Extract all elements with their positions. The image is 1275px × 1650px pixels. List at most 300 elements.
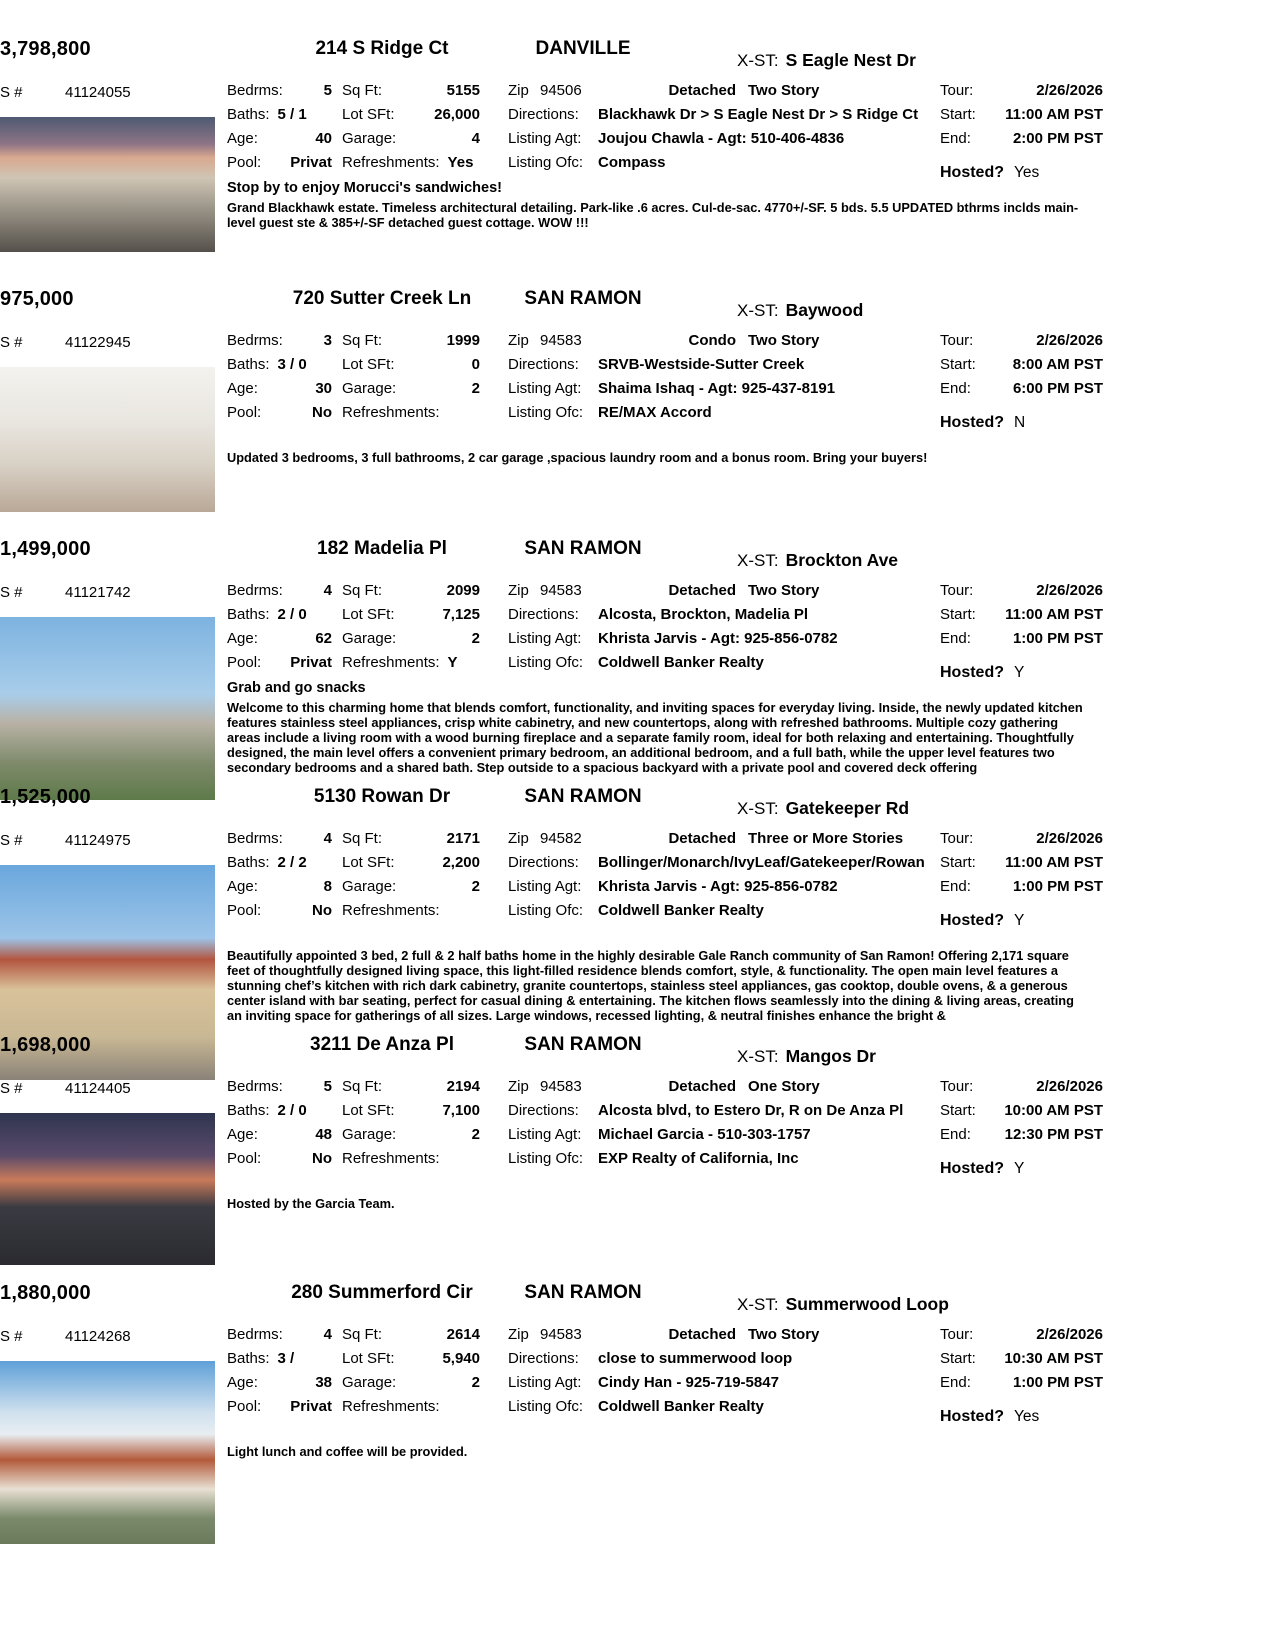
lot-sqft-value: 7,125 <box>442 606 480 623</box>
baths-value: 3 / <box>277 1350 295 1367</box>
listing-left-column <box>0 288 215 512</box>
start-label: Start: <box>940 106 976 123</box>
listing-header <box>227 1034 1113 1078</box>
mls-number: 41124268 <box>65 1328 131 1345</box>
specs-column-3 <box>508 1326 940 1422</box>
listing-left-column <box>0 1282 215 1544</box>
zip-value: 94582 <box>540 830 582 847</box>
listing-office-value: Coldwell Banker Realty <box>598 902 764 919</box>
listing-specs <box>227 1078 1113 1177</box>
listing-address: 214 S Ridge Ct <box>315 38 449 59</box>
listing-photo <box>0 1113 215 1265</box>
listing-office-label: Listing Ofc: <box>508 902 584 919</box>
listing-description: Updated 3 bedrooms, 3 full bathrooms, 2 car garage ,spacious laundry room and a bonus room. Bring your buyers! <box>227 450 928 465</box>
bedrooms-value: 4 <box>323 1326 332 1343</box>
cross-street-label: X-ST: <box>737 301 779 320</box>
specs-column-4 <box>940 82 1103 184</box>
garage-label: Garage: <box>342 878 397 895</box>
listing-specs <box>227 1326 1113 1425</box>
mls-number: 41124405 <box>65 1080 131 1097</box>
tour-label: Tour: <box>940 582 974 599</box>
hosted-value: Yes <box>1014 1408 1040 1425</box>
start-time: 10:00 AM PST <box>1004 1102 1103 1119</box>
listing-agent-label: Listing Agt: <box>508 1126 582 1143</box>
baths-label: Baths: <box>227 606 270 623</box>
listing-specs <box>227 830 1113 929</box>
refreshments-label: Refreshments: <box>342 1150 440 1167</box>
cross-street-label: X-ST: <box>737 51 779 70</box>
tour-label: Tour: <box>940 82 974 99</box>
start-label: Start: <box>940 1350 976 1367</box>
hosted-value: Y <box>1014 664 1025 681</box>
age-value: 62 <box>315 630 332 647</box>
listing-price: 3,798,800 <box>0 38 91 60</box>
bedrooms-value: 4 <box>323 830 332 847</box>
lot-sqft-value: 0 <box>471 356 480 373</box>
directions-value: Alcosta, Brockton, Madelia Pl <box>598 606 809 623</box>
listing-header <box>227 288 1113 332</box>
pool-value: No <box>312 404 332 421</box>
listing-left-column <box>0 38 215 252</box>
stories-type: Two Story <box>748 332 820 349</box>
pool-value: Privat <box>290 1398 332 1415</box>
stories-type: Three or More Stories <box>748 830 904 847</box>
stories-type: Two Story <box>748 82 820 99</box>
sqft-label: Sq Ft: <box>342 830 383 847</box>
mls-row <box>0 84 215 102</box>
cross-street-row <box>737 50 916 71</box>
specs-column-3 <box>508 332 940 428</box>
listing-header <box>227 786 1113 830</box>
listing-office-value: Coldwell Banker Realty <box>598 654 764 671</box>
bedrooms-label: Bedrms: <box>227 830 283 847</box>
start-label: Start: <box>940 854 976 871</box>
garage-label: Garage: <box>342 380 397 397</box>
hosted-label: Hosted? <box>940 414 1004 431</box>
listing-details <box>227 288 1113 512</box>
mls-row <box>0 832 215 850</box>
refreshments-label: Refreshments: <box>342 902 440 919</box>
listing-left-column <box>0 538 215 800</box>
specs-column-1 <box>227 830 332 926</box>
specs-column-4 <box>940 582 1103 684</box>
mls-label: S # <box>0 1328 23 1345</box>
listing-city: SAN RAMON <box>524 288 642 309</box>
specs-column-2 <box>342 332 480 428</box>
sqft-label: Sq Ft: <box>342 1326 383 1343</box>
cross-street: Mangos Dr <box>785 1046 876 1066</box>
baths-value: 2 / 2 <box>277 854 307 871</box>
listing-photo <box>0 617 215 800</box>
listing-agent-value: Khrista Jarvis - Agt: 925-856-0782 <box>598 878 838 895</box>
specs-column-4 <box>940 1078 1103 1180</box>
listing-price: 1,499,000 <box>0 538 91 560</box>
mls-label: S # <box>0 84 23 101</box>
listing-left-column <box>0 1034 215 1265</box>
stories-type: Two Story <box>748 1326 820 1343</box>
cross-street-label: X-ST: <box>737 551 779 570</box>
bedrooms-label: Bedrms: <box>227 332 283 349</box>
listing-office-value: Coldwell Banker Realty <box>598 1398 764 1415</box>
refreshments-label: Refreshments: <box>342 1398 440 1415</box>
mls-label: S # <box>0 832 23 849</box>
age-label: Age: <box>227 878 258 895</box>
baths-value: 5 / 1 <box>277 106 307 123</box>
start-time: 8:00 AM PST <box>1012 356 1103 373</box>
baths-value: 2 / 0 <box>277 606 307 623</box>
mls-row <box>0 1080 215 1098</box>
specs-column-3 <box>508 82 940 178</box>
sqft-value: 2614 <box>446 1326 480 1343</box>
lot-sqft-label: Lot SFt: <box>342 356 395 373</box>
mls-label: S # <box>0 1080 23 1097</box>
listing-agent-label: Listing Agt: <box>508 130 582 147</box>
listing-agent-value: Khrista Jarvis - Agt: 925-856-0782 <box>598 630 838 647</box>
listing-office-label: Listing Ofc: <box>508 654 584 671</box>
listing-photo <box>0 1361 215 1544</box>
mls-row <box>0 334 215 352</box>
hosted-label: Hosted? <box>940 1408 1004 1425</box>
dwelling-type: Condo <box>688 332 736 349</box>
mls-number: 41124975 <box>65 832 131 849</box>
listing-office-value: Compass <box>598 154 666 171</box>
age-value: 30 <box>315 380 332 397</box>
directions-label: Directions: <box>508 1350 579 1367</box>
listing-description: Hosted by the Garcia Team. <box>227 1196 395 1211</box>
age-value: 8 <box>323 878 332 895</box>
listing-address: 720 Sutter Creek Ln <box>292 288 472 309</box>
specs-column-3 <box>508 830 940 926</box>
cross-street-label: X-ST: <box>737 1047 779 1066</box>
bedrooms-label: Bedrms: <box>227 582 283 599</box>
mls-row <box>0 1328 215 1346</box>
specs-column-3 <box>508 1078 940 1174</box>
garage-label: Garage: <box>342 1374 397 1391</box>
listing-card <box>0 38 1275 252</box>
start-label: Start: <box>940 606 976 623</box>
specs-column-4 <box>940 1326 1103 1428</box>
lot-sqft-label: Lot SFt: <box>342 606 395 623</box>
pool-label: Pool: <box>227 902 262 919</box>
listing-address: 280 Summerford Cir <box>291 1282 473 1303</box>
listing-office-label: Listing Ofc: <box>508 1150 584 1167</box>
listing-card <box>0 538 1275 800</box>
garage-label: Garage: <box>342 130 397 147</box>
refreshments-label: Refreshments: <box>342 654 440 671</box>
hosted-label: Hosted? <box>940 664 1004 681</box>
zip-label: Zip <box>508 582 529 599</box>
mls-number: 41121742 <box>65 584 131 601</box>
tour-date: 2/26/2026 <box>1036 1078 1103 1095</box>
refreshments-label: Refreshments: <box>342 404 440 421</box>
refreshments-label: Refreshments: <box>342 154 440 171</box>
listing-description: Grand Blackhawk estate. Timeless architectural detailing. Park-like .6 acres. Cul-de-sac. 4770+/-SF. 5 bds. 5.5 UPDATED bthrms inclds main-level guest ste & 385+/-SF detached guest cottage. WOW !!! <box>227 200 1079 231</box>
garage-value: 2 <box>471 1126 480 1143</box>
listing-specs <box>227 82 1113 181</box>
pool-label: Pool: <box>227 654 262 671</box>
cross-street-row <box>737 1294 949 1315</box>
listing-agent-value: Michael Garcia - 510-303-1757 <box>598 1126 811 1143</box>
listing-city: SAN RAMON <box>524 1034 642 1055</box>
directions-label: Directions: <box>508 106 579 123</box>
mls-number: 41122945 <box>65 334 131 351</box>
pool-label: Pool: <box>227 154 262 171</box>
sqft-value: 2171 <box>446 830 480 847</box>
listing-photo <box>0 367 215 512</box>
age-label: Age: <box>227 380 258 397</box>
baths-label: Baths: <box>227 1102 270 1119</box>
garage-label: Garage: <box>342 1126 397 1143</box>
specs-column-1 <box>227 582 332 678</box>
garage-value: 2 <box>471 878 480 895</box>
zip-value: 94506 <box>540 82 582 99</box>
directions-value: Bollinger/Monarch/IvyLeaf/Gatekeeper/Rowan <box>598 854 925 871</box>
refreshments-value: Y <box>447 654 458 671</box>
listing-specs <box>227 332 1113 431</box>
tour-date: 2/26/2026 <box>1036 830 1103 847</box>
specs-column-2 <box>342 830 480 926</box>
specs-column-2 <box>342 582 480 678</box>
listing-card <box>0 288 1275 512</box>
hosted-value: N <box>1014 414 1026 431</box>
listing-agent-value: Cindy Han - 925-719-5847 <box>598 1374 779 1391</box>
zip-value: 94583 <box>540 1326 582 1343</box>
end-time: 1:00 PM PST <box>1012 630 1103 647</box>
age-label: Age: <box>227 130 258 147</box>
listing-specs <box>227 582 1113 681</box>
garage-value: 2 <box>471 380 480 397</box>
listing-city: SAN RAMON <box>524 786 642 807</box>
baths-label: Baths: <box>227 106 270 123</box>
tour-label: Tour: <box>940 1326 974 1343</box>
end-label: End: <box>940 380 971 397</box>
listing-card <box>0 1034 1275 1265</box>
cross-street-label: X-ST: <box>737 799 779 818</box>
tour-label: Tour: <box>940 830 974 847</box>
start-time: 11:00 AM PST <box>1005 606 1103 623</box>
listing-details <box>227 38 1113 252</box>
zip-label: Zip <box>508 1326 529 1343</box>
specs-column-1 <box>227 1326 332 1422</box>
specs-column-2 <box>342 1078 480 1174</box>
tour-date: 2/26/2026 <box>1036 82 1103 99</box>
sqft-label: Sq Ft: <box>342 82 383 99</box>
listing-agent-value: Joujou Chawla - Agt: 510-406-4836 <box>598 130 845 147</box>
pool-value: No <box>312 902 332 919</box>
cross-street: Brockton Ave <box>785 550 899 570</box>
dwelling-type: Detached <box>668 582 736 599</box>
listing-office-label: Listing Ofc: <box>508 154 584 171</box>
bedrooms-value: 3 <box>323 332 332 349</box>
specs-column-2 <box>342 82 480 178</box>
dwelling-type: Detached <box>668 830 736 847</box>
garage-value: 2 <box>471 1374 480 1391</box>
lot-sqft-value: 7,100 <box>442 1102 480 1119</box>
baths-label: Baths: <box>227 854 270 871</box>
specs-column-1 <box>227 82 332 178</box>
bedrooms-label: Bedrms: <box>227 1326 283 1343</box>
hosted-value: Y <box>1014 912 1025 929</box>
bedrooms-value: 5 <box>323 1078 332 1095</box>
lot-sqft-label: Lot SFt: <box>342 1102 395 1119</box>
listing-city: SAN RAMON <box>524 1282 642 1303</box>
directions-value: close to summerwood loop <box>598 1350 793 1367</box>
dwelling-type: Detached <box>668 1078 736 1095</box>
directions-value: SRVB-Westside-Sutter Creek <box>598 356 805 373</box>
listing-description: Light lunch and coffee will be provided. <box>227 1444 468 1459</box>
listing-note: Stop by to enjoy Morucci's sandwiches! <box>227 180 502 196</box>
tour-date: 2/26/2026 <box>1036 332 1103 349</box>
listing-price: 1,698,000 <box>0 1034 91 1056</box>
listing-description: Beautifully appointed 3 bed, 2 full & 2 half baths home in the highly desirable Gale Ranch community of San Ramon! Offering 2,171 square feet of thoughtfully designed living space, this light-filled residence blends comfort, style, & functionality. The open main level features a stunning chef’s kitchen with rich dark cabinetry, granite countertops, stainless steel appliances, gas cooktop, double ovens, & a generous center island with bar seating, perfect for casual dining & entertaining. The kitchen flows seamlessly into the dining & living areas, creating an inviting space for gatherings of all sizes. Large windows, recessed lighting, & neutral finishes enhance the bright & <box>227 948 1074 1024</box>
pool-label: Pool: <box>227 404 262 421</box>
pool-value: Privat <box>290 654 332 671</box>
pool-value: Privat <box>290 154 332 171</box>
start-label: Start: <box>940 1102 976 1119</box>
zip-label: Zip <box>508 1078 529 1095</box>
end-label: End: <box>940 1126 971 1143</box>
zip-label: Zip <box>508 82 529 99</box>
sqft-value: 5155 <box>446 82 480 99</box>
listing-photo <box>0 117 215 252</box>
cross-street-row <box>737 300 863 321</box>
specs-column-1 <box>227 1078 332 1174</box>
listing-header <box>227 538 1113 582</box>
listing-city: SAN RAMON <box>524 538 642 559</box>
sqft-value: 1999 <box>446 332 480 349</box>
end-time: 2:00 PM PST <box>1012 130 1103 147</box>
lot-sqft-value: 2,200 <box>442 854 480 871</box>
bedrooms-label: Bedrms: <box>227 82 283 99</box>
lot-sqft-value: 26,000 <box>434 106 480 123</box>
end-label: End: <box>940 630 971 647</box>
listing-agent-label: Listing Agt: <box>508 630 582 647</box>
age-label: Age: <box>227 1374 258 1391</box>
specs-column-4 <box>940 332 1103 434</box>
end-time: 1:00 PM PST <box>1012 1374 1103 1391</box>
mls-number: 41124055 <box>65 84 131 101</box>
listing-price: 975,000 <box>0 288 74 310</box>
cross-street: Gatekeeper Rd <box>785 798 910 818</box>
mls-label: S # <box>0 334 23 351</box>
lot-sqft-label: Lot SFt: <box>342 106 395 123</box>
specs-column-3 <box>508 582 940 678</box>
listing-office-value: RE/MAX Accord <box>598 404 712 421</box>
refreshments-value: Yes <box>447 154 474 171</box>
listing-office-value: EXP Realty of California, Inc <box>598 1150 799 1167</box>
cross-street-row <box>737 798 909 819</box>
listing-agent-label: Listing Agt: <box>508 1374 582 1391</box>
sqft-label: Sq Ft: <box>342 582 383 599</box>
bedrooms-label: Bedrms: <box>227 1078 283 1095</box>
end-time: 6:00 PM PST <box>1012 380 1103 397</box>
bedrooms-value: 4 <box>323 582 332 599</box>
listing-note: Grab and go snacks <box>227 680 366 696</box>
garage-label: Garage: <box>342 630 397 647</box>
cross-street: Baywood <box>785 300 864 320</box>
end-label: End: <box>940 130 971 147</box>
listing-price: 1,880,000 <box>0 1282 91 1304</box>
garage-value: 2 <box>471 630 480 647</box>
dwelling-type: Detached <box>668 1326 736 1343</box>
directions-label: Directions: <box>508 356 579 373</box>
listing-office-label: Listing Ofc: <box>508 404 584 421</box>
age-value: 48 <box>315 1126 332 1143</box>
listing-office-label: Listing Ofc: <box>508 1398 584 1415</box>
tour-label: Tour: <box>940 1078 974 1095</box>
age-value: 40 <box>315 130 332 147</box>
directions-label: Directions: <box>508 606 579 623</box>
start-time: 11:00 AM PST <box>1005 854 1103 871</box>
specs-column-1 <box>227 332 332 428</box>
listing-details <box>227 1282 1113 1544</box>
directions-value: Blackhawk Dr > S Eagle Nest Dr > S Ridge Ct <box>598 106 919 123</box>
listing-agent-value: Shaima Ishaq - Agt: 925-437-8191 <box>598 380 836 397</box>
pool-label: Pool: <box>227 1150 262 1167</box>
end-time: 12:30 PM PST <box>1004 1126 1103 1143</box>
zip-value: 94583 <box>540 332 582 349</box>
listing-agent-label: Listing Agt: <box>508 878 582 895</box>
pool-value: No <box>312 1150 332 1167</box>
listing-description: Welcome to this charming home that blends comfort, functionality, and inviting spaces for everyday living. Inside, the newly updated kitchen features stainless steel appliances, crisp white cabinetry, and new countertops, along with refreshed bathrooms. Multiple cozy gathering areas include a living room with a wood burning fireplace and a separate family room, ideal for both relaxing and entertaining. Thoughtfully designed, the main level offers a convenient primary bedroom, an additional bedroom, and a full bath, while the upper level features two secondary bedrooms and a shared bath. Step outside to a spacious backyard with a private pool and covered deck offering <box>227 700 1083 776</box>
listing-details <box>227 538 1113 800</box>
start-time: 11:00 AM PST <box>1005 106 1103 123</box>
directions-value: Alcosta blvd, to Estero Dr, R on De Anza Pl <box>598 1102 904 1119</box>
listing-address: 5130 Rowan Dr <box>313 786 451 807</box>
listing-details <box>227 1034 1113 1265</box>
sqft-label: Sq Ft: <box>342 1078 383 1095</box>
listing-header <box>227 1282 1113 1326</box>
mls-row <box>0 584 215 602</box>
age-label: Age: <box>227 630 258 647</box>
sqft-value: 2194 <box>446 1078 480 1095</box>
tour-date: 2/26/2026 <box>1036 582 1103 599</box>
listing-address: 3211 De Anza Pl <box>310 1034 454 1055</box>
cross-street-label: X-ST: <box>737 1295 779 1314</box>
zip-label: Zip <box>508 332 529 349</box>
listing-card <box>0 1282 1275 1544</box>
lot-sqft-label: Lot SFt: <box>342 1350 395 1367</box>
pool-label: Pool: <box>227 1398 262 1415</box>
listing-city: DANVILLE <box>535 38 631 59</box>
garage-value: 4 <box>471 130 480 147</box>
zip-value: 94583 <box>540 1078 582 1095</box>
baths-label: Baths: <box>227 356 270 373</box>
baths-value: 2 / 0 <box>277 1102 307 1119</box>
cross-street: S Eagle Nest Dr <box>785 50 916 70</box>
lot-sqft-value: 5,940 <box>442 1350 480 1367</box>
directions-label: Directions: <box>508 1102 579 1119</box>
hosted-label: Hosted? <box>940 1160 1004 1177</box>
zip-label: Zip <box>508 830 529 847</box>
mls-label: S # <box>0 584 23 601</box>
baths-label: Baths: <box>227 1350 270 1367</box>
specs-column-4 <box>940 830 1103 932</box>
listing-price: 1,525,000 <box>0 786 91 808</box>
stories-type: One Story <box>748 1078 820 1095</box>
directions-label: Directions: <box>508 854 579 871</box>
sqft-label: Sq Ft: <box>342 332 383 349</box>
listing-address: 182 Madelia Pl <box>317 538 447 559</box>
cross-street-row <box>737 1046 876 1067</box>
cross-street: Summerwood Loop <box>785 1294 949 1314</box>
hosted-value: Y <box>1014 1160 1025 1177</box>
bedrooms-value: 5 <box>323 82 332 99</box>
hosted-label: Hosted? <box>940 912 1004 929</box>
lot-sqft-label: Lot SFt: <box>342 854 395 871</box>
end-label: End: <box>940 1374 971 1391</box>
stories-type: Two Story <box>748 582 820 599</box>
